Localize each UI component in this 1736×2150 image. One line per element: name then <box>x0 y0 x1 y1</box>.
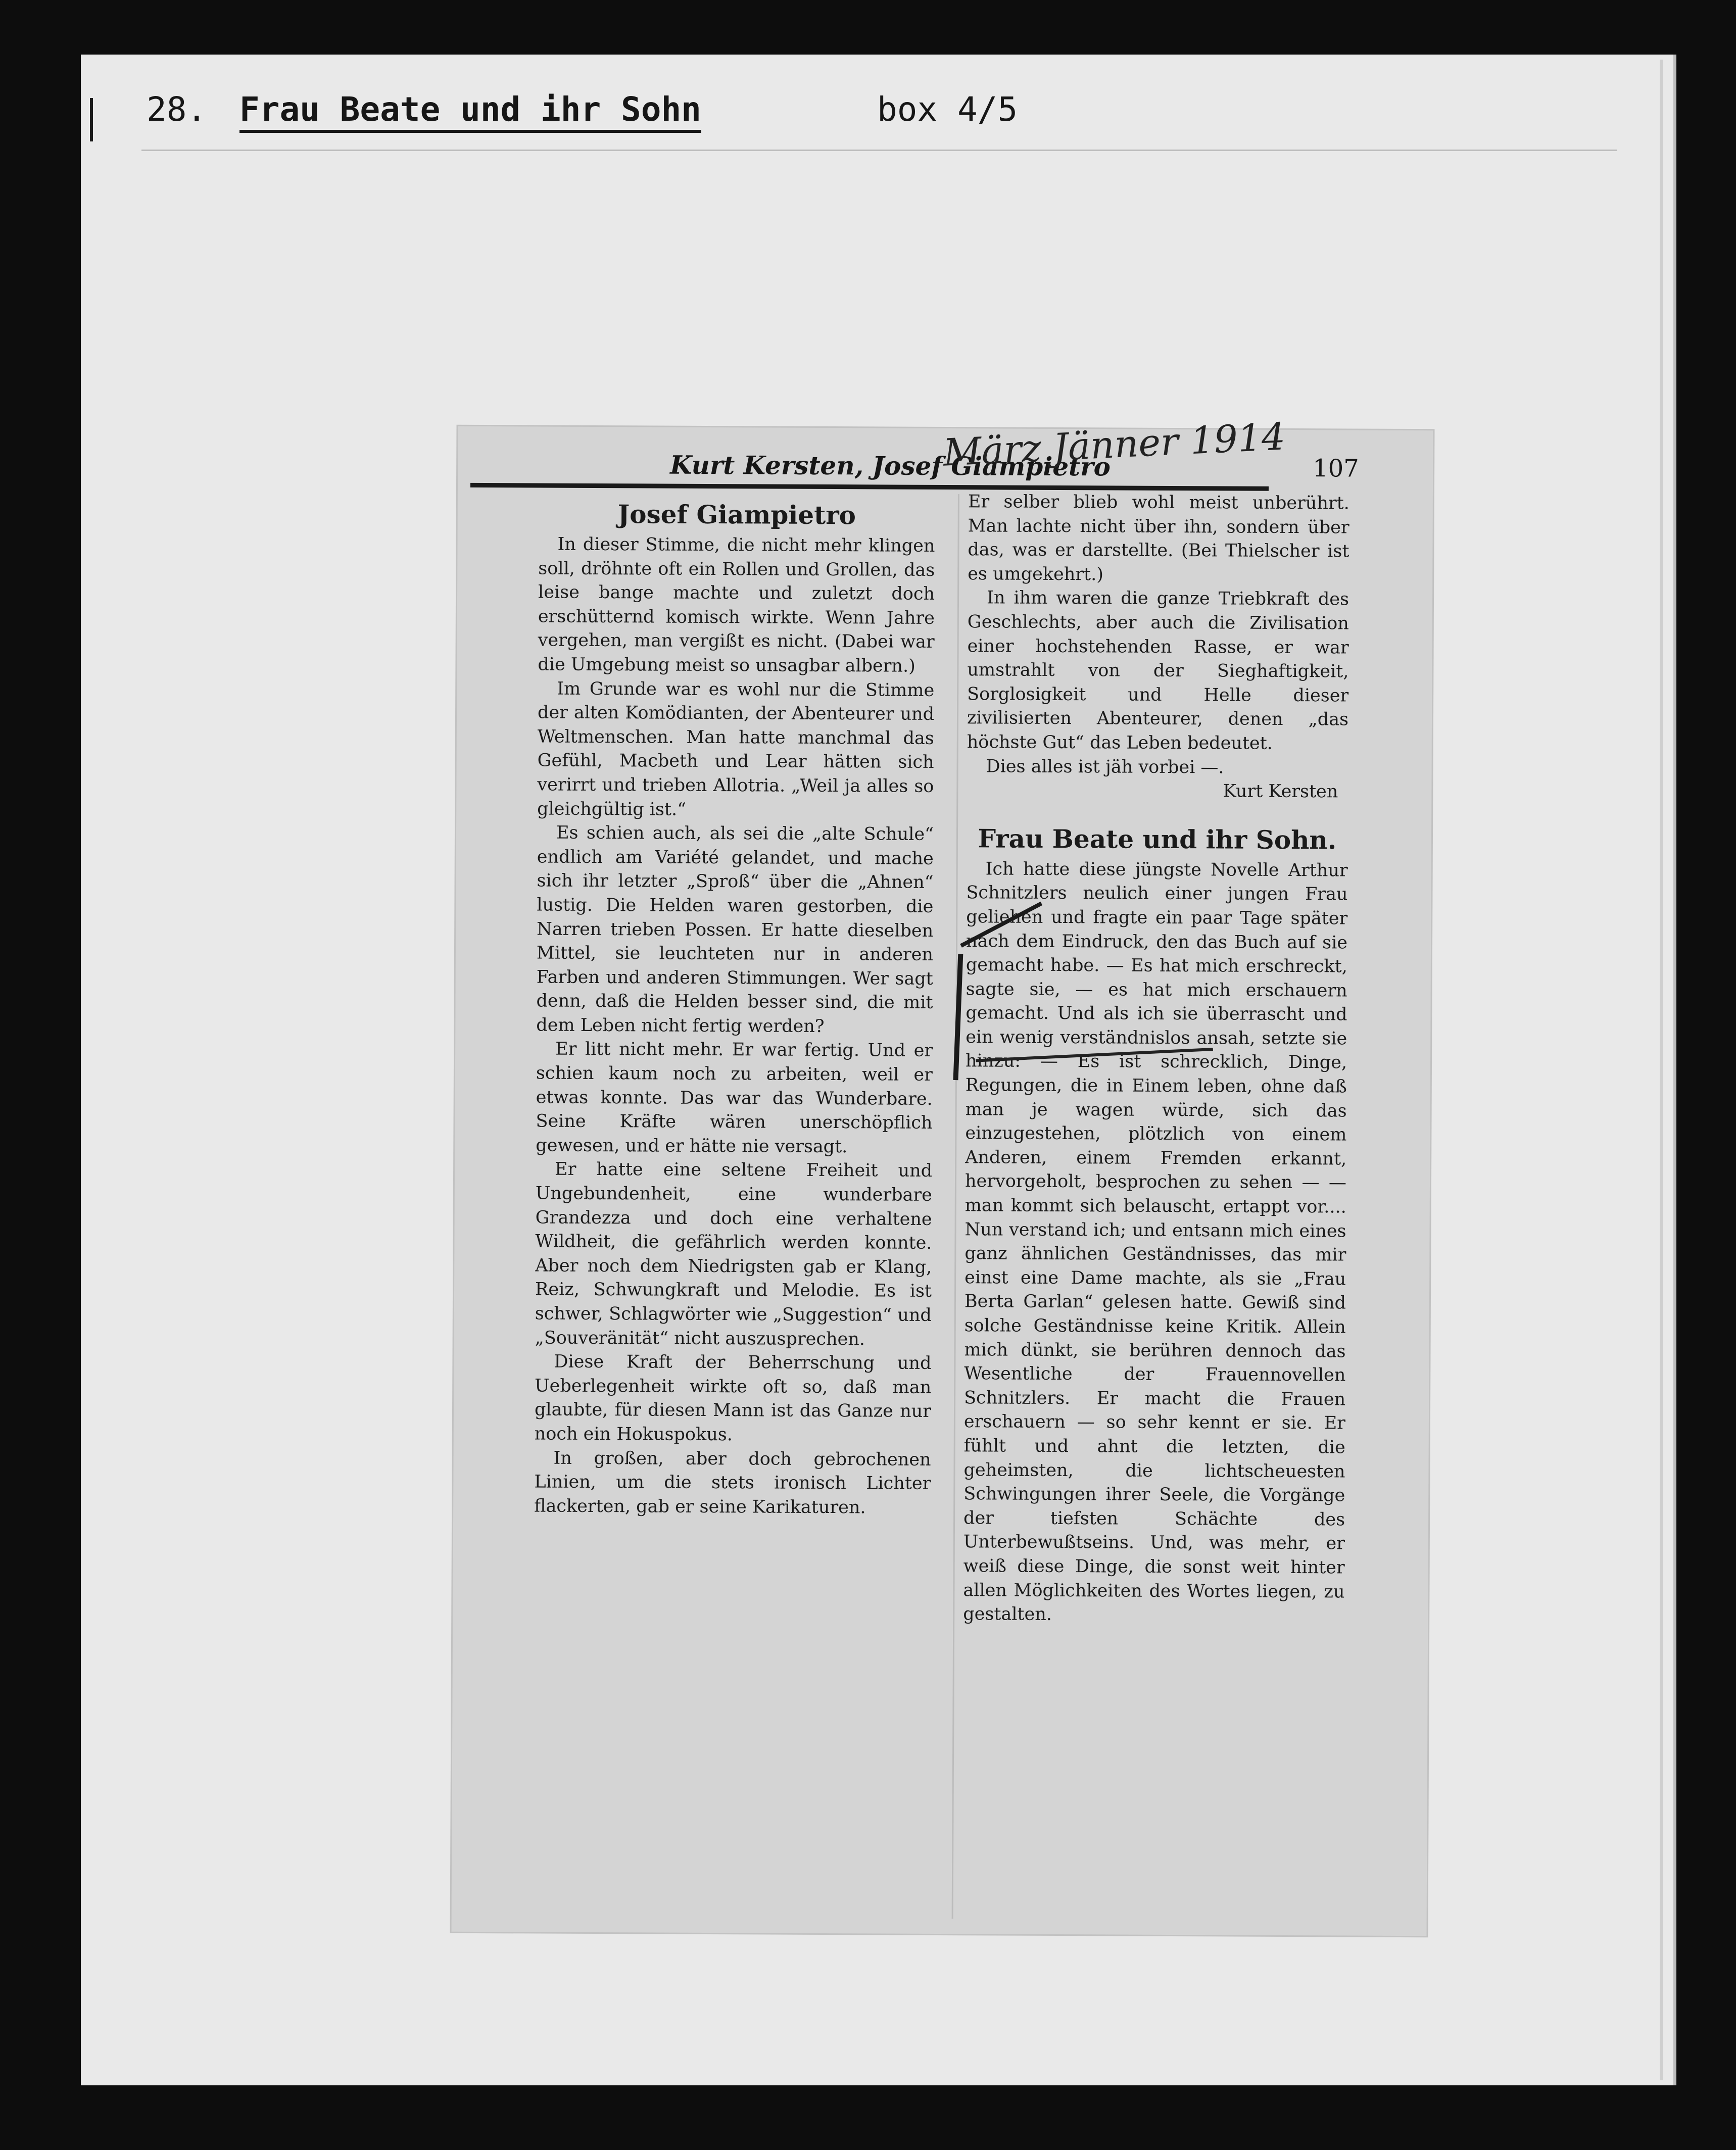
page-number: 107 <box>1313 454 1359 483</box>
article-title-giampietro: Josef Giampietro <box>617 499 856 530</box>
column-divider <box>952 494 959 1919</box>
author-signature: Kurt Kersten <box>1223 781 1338 802</box>
paragraph: In dieser Stimme, die nicht mehr klingen soll, dröhnte oft ein Rollen und Grollen, das leise bange machte und zuletzt doch erschütternd komisch wirkte. Wenn Jahre vergehen, man vergißt es nicht. (Dabei war die Umgebung meist so unsagbar albern.) <box>538 534 935 676</box>
header-box-label: box 4/5 <box>877 90 1018 129</box>
paragraph: In ihm waren die ganze Triebkraft des Geschlechts, aber auch die Zivilisation einer hochstehenden Rasse, er war umstrahlt von der Sieghaftigkeit, Sorglosigkeit und Helle dieser zivilisierten Abenteurer, denen „das höchste Gut“ das Leben bedeutet. <box>967 588 1349 754</box>
margin-pencil-line <box>953 954 963 1080</box>
paragraph: Im Grunde war es wohl nur die Stimme der alten Komödianten, der Abenteurer und Weltmenschen. Man hatte manchmal das Gefühl, Macbeth und Lear hätten sich verirrt und trieben Allotria. „Weil ja alles so gleichgültig ist.“ <box>537 678 935 820</box>
paragraph: Ich hatte diese jüngste Novelle Arthur Schnitzlers neulich einer jungen Frau geliehen und fragte ein paar Tage später nach dem Eindruck, den das Buch auf sie gemacht habe. — Es hat mich erschreckt, sagte sie, — es hat mich erschauern gemacht. Und als ich sie überrascht und ein wenig verständnislos ansah, setzte sie hinzu: — Es ist schrecklich, Dinge, Regungen, die in Einem leben, ohne daß man je wagen würde, sich das einzugestehen, plötzlich von einem Anderen, einem Fremden erkannt, hervorgeholt, besprochen zu sehen — — man kommt sich belauscht, ertappt vor.... Nun verstand ich; und entsann mich eines ganz ähnlichen Geständnisses, das mir einst eine Dame machte, als sie „Frau Berta Garlan“ gelesen hatte. Gewiß sind solche Geständnisse keine Kritik. Allein mich dünkt, sie berühren dennoch das Wesentliche der Frauennovellen Schnitzlers. Er macht die Frauen erschauern — so sehr kennt er sie. Er fühlt und ahnt die letzten, die geheimsten, die lichtscheuesten Schwingungen ihrer Seele, die Vorgänge der tiefsten Schächte des Unterbewußtseins. Und, was mehr, er weiß diese Dinge, die sonst weit hinter allen Möglichkeiten des Wortes liegen, zu gestalten. <box>963 859 1348 1625</box>
archive-header <box>147 90 1157 151</box>
handwritten-note: März Jänner 1914 <box>942 415 1286 475</box>
running-head: Kurt Kersten, Josef Giampietro <box>670 450 1111 482</box>
paragraph: Diese Kraft der Beherrschung und Ueberlegenheit wirkte oft so, daß man glaubte, für diesen Mann ist das Ganze nur noch ein Hokuspokus. <box>534 1351 932 1445</box>
paragraph: Es schien auch, als sei die „alte Schule“ endlich am Variété gelandet, und mache sich ihr letzter „Sproß“ über die „Ahnen“ lustig. Die Helden waren gestorben, die Narren trieben Possen. Er hatte dieselben Mittel, sie leuchteten nur in anderen Farben und anderen Stimmungen. Wer sagt denn, daß die Helden besser sind, die mit dem Leben nicht fertig werden? <box>536 822 934 1037</box>
header-title: Frau Beate und ihr Sohn <box>239 90 701 133</box>
article-title-frau-beate: Frau Beate und ihr Sohn. <box>978 823 1337 855</box>
paragraph: Er hatte eine seltene Freiheit und Ungebundenheit, eine wunderbare Grandezza und doch eine verhaltene Wildheit, die gefährlich werden konnte. Aber noch dem Niedrigsten gab er Klang, Reiz, Schwungkraft und Melodie. Es ist schwer, Schlagwörter wie „Suggestion“ und „Souveränität“ nicht auszusprechen. <box>535 1159 933 1349</box>
sheet-edge <box>1660 60 1663 2080</box>
newspaper-clipping <box>452 415 1433 1936</box>
microfilm-sheet <box>81 55 1676 2085</box>
paragraph: Dies alles ist jäh vorbei —. <box>986 756 1224 777</box>
paragraph: Er selber blieb wohl meist unberührt. Man lachte nicht über ihn, sondern über das, was er darstellte. (Bei Thielscher ist es umgekehrt.) <box>968 492 1349 585</box>
header-divider <box>141 150 1617 151</box>
paragraph: In großen, aber doch gebrochenen Linien, um die stets ironisch Lichter flackerten, gab er seine Karikaturen. <box>534 1448 931 1518</box>
corner-mark <box>90 98 93 141</box>
paragraph: Er litt nicht mehr. Er war fertig. Und er schien kaum noch zu arbeiten, weil er etwas konnte. Das war das Wunderbare. Seine Kräfte wären unerschöpflich gewesen, und er hätte nie versagt. <box>536 1039 933 1157</box>
left-column <box>534 499 935 1521</box>
clipping-header <box>458 415 1433 486</box>
header-number: 28. <box>147 90 207 129</box>
